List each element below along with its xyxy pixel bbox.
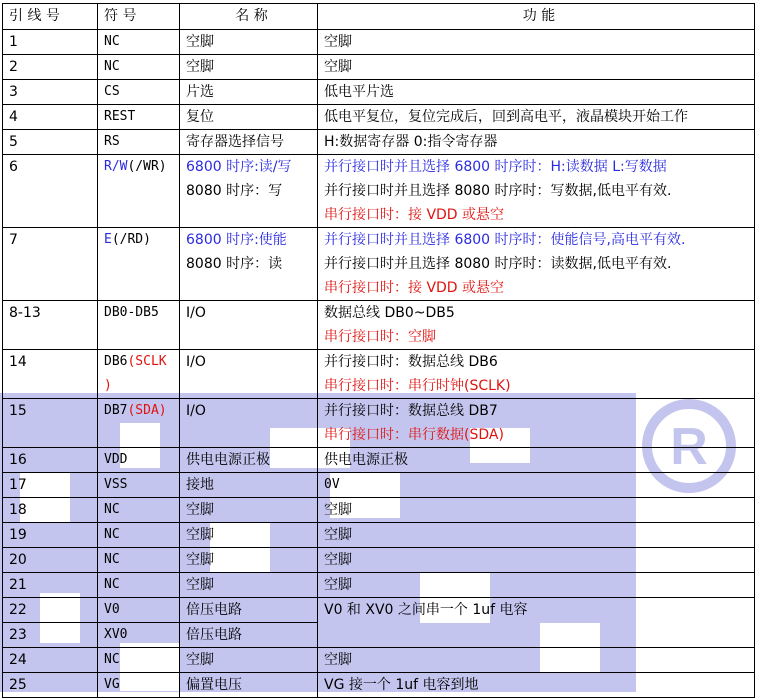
pin-function: 空脚 <box>318 55 755 80</box>
pin-function: 空脚 <box>318 648 755 673</box>
pin-number: 25 <box>3 673 98 698</box>
table-row <box>3 130 755 155</box>
svg-text:R: R <box>670 418 708 476</box>
header-pin: 引 线 号 <box>3 4 98 30</box>
pin-number: 14 <box>3 350 98 399</box>
pin-name: 倍压电路 <box>180 623 318 648</box>
pin-number: 15 <box>3 399 98 448</box>
pin-name: 片选 <box>180 80 318 105</box>
pin-function <box>318 399 755 448</box>
function-line: 并行接口时：数据总线 DB7 <box>324 403 498 419</box>
table-row <box>3 399 755 448</box>
table-row <box>3 473 755 498</box>
pin-name: I/O <box>180 399 318 448</box>
pin-number: 19 <box>3 523 98 548</box>
pin-function: 0V <box>318 473 755 498</box>
function-line: 并行接口时并且选择 6800 时序时：H:读数据 L:写数据 <box>324 159 667 175</box>
symbol-part: (/RD) <box>111 232 151 247</box>
function-line: 并行接口时并且选择 6800 时序时：使能信号,高电平有效. <box>324 232 686 248</box>
pin-name: 偏置电压 <box>180 673 318 698</box>
function-line: 串行接口时：串行数据(SDA) <box>324 427 504 443</box>
table-row <box>3 523 755 548</box>
pin-name <box>180 228 318 301</box>
pin-symbol: RS <box>98 130 180 155</box>
table-row <box>3 228 755 301</box>
pin-symbol <box>98 399 180 448</box>
pin-function: 空脚 <box>318 30 755 55</box>
table-row <box>3 350 755 399</box>
table-row <box>3 155 755 228</box>
pin-name: 倍压电路 <box>180 598 318 623</box>
header-symbol: 符 号 <box>98 4 180 30</box>
pin-symbol: NC <box>98 30 180 55</box>
symbol-part-red: (SCLK <box>127 354 167 369</box>
pin-name: 空脚 <box>180 648 318 673</box>
header-function: 功 能 <box>318 4 755 30</box>
pin-name: I/O <box>180 301 318 350</box>
pin-function: 供电电源正极 <box>318 448 755 473</box>
pin-number: 1 <box>3 30 98 55</box>
pin-symbol: NC <box>98 548 180 573</box>
pin-number: 21 <box>3 573 98 598</box>
pin-name <box>180 155 318 228</box>
pin-symbol: VG <box>98 673 180 698</box>
table-row <box>3 301 755 350</box>
pin-symbol: REST <box>98 105 180 130</box>
function-line: 并行接口时并且选择 8080 时序时：读数据,低电平有效. <box>324 256 672 272</box>
table-row <box>3 573 755 598</box>
table-header-row <box>3 4 755 30</box>
pin-number: 23 <box>3 623 98 648</box>
function-line: 串行接口时：串行时钟(SCLK) <box>324 378 511 394</box>
pin-function: 低电平片选 <box>318 80 755 105</box>
symbol-part: (/WR) <box>127 159 167 174</box>
pin-name: 空脚 <box>180 55 318 80</box>
pin-table <box>2 3 755 698</box>
pin-name: 空脚 <box>180 523 318 548</box>
pin-function: 空脚 <box>318 573 755 598</box>
pin-number: 18 <box>3 498 98 523</box>
pin-symbol: XV0 <box>98 623 180 648</box>
pin-name-line: 8080 时序：读 <box>186 256 283 272</box>
function-line: 串行接口时：接 VDD 或悬空 <box>324 207 505 223</box>
pin-number: 5 <box>3 130 98 155</box>
table-row <box>3 448 755 473</box>
symbol-part-red: ) <box>104 378 112 393</box>
symbol-part: DB6 <box>104 354 128 369</box>
pin-function: VG 接一个 1uf 电容到地 <box>318 673 755 698</box>
pin-name: 空脚 <box>180 498 318 523</box>
pin-function <box>318 228 755 301</box>
pin-symbol: NC <box>98 498 180 523</box>
pin-name: 接地 <box>180 473 318 498</box>
symbol-part: DB7 <box>104 403 128 418</box>
pin-name: 空脚 <box>180 30 318 55</box>
function-line: 并行接口时并且选择 8080 时序时：写数据,低电平有效. <box>324 183 672 199</box>
table-row <box>3 55 755 80</box>
table-row <box>3 548 755 573</box>
pin-number: 16 <box>3 448 98 473</box>
pin-symbol: NC <box>98 55 180 80</box>
pin-number: 3 <box>3 80 98 105</box>
pin-symbol: V0 <box>98 598 180 623</box>
pin-function: 低电平复位，复位完成后，回到高电平，液晶模块开始工作 <box>318 105 755 130</box>
pin-number: 7 <box>3 228 98 301</box>
pin-number: 17 <box>3 473 98 498</box>
symbol-part-red: (SDA) <box>127 403 167 418</box>
function-line: 并行接口时：数据总线 DB6 <box>324 354 498 370</box>
pin-number: 24 <box>3 648 98 673</box>
table-row <box>3 498 755 523</box>
pin-symbol <box>98 350 180 399</box>
function-line: 串行接口时：接 VDD 或悬空 <box>324 280 505 296</box>
pin-function: H:数据寄存器 0:指令寄存器 <box>318 130 755 155</box>
pin-function: 空脚 <box>318 548 755 573</box>
pin-symbol <box>98 155 180 228</box>
pin-symbol: NC <box>98 648 180 673</box>
table-row <box>3 598 755 623</box>
pin-function <box>318 155 755 228</box>
pin-symbol: NC <box>98 523 180 548</box>
pin-number: 22 <box>3 598 98 623</box>
pin-name: 供电电源正极 <box>180 448 318 473</box>
pin-number: 8-13 <box>3 301 98 350</box>
pin-symbol: VDD <box>98 448 180 473</box>
pin-name-line: 6800 时序:使能 <box>186 232 287 248</box>
table-row <box>3 673 755 698</box>
table-row <box>3 105 755 130</box>
table-row <box>3 648 755 673</box>
pin-name-line: 6800 时序:读/写 <box>186 159 292 175</box>
pin-name: 寄存器选择信号 <box>180 130 318 155</box>
pin-function: V0 和 XV0 之间串一个 1uf 电容 <box>318 598 755 648</box>
symbol-part-blue: E <box>104 232 112 247</box>
pin-name: 空脚 <box>180 573 318 598</box>
table-row <box>3 30 755 55</box>
symbol-part-blue: R/W <box>104 159 128 174</box>
header-name: 名 称 <box>180 4 318 30</box>
pin-number: 4 <box>3 105 98 130</box>
pin-number: 2 <box>3 55 98 80</box>
pin-number: 6 <box>3 155 98 228</box>
pin-number: 20 <box>3 548 98 573</box>
pin-symbol <box>98 228 180 301</box>
pin-function: 空脚 <box>318 498 755 523</box>
pin-symbol: VSS <box>98 473 180 498</box>
pin-name-line: 8080 时序：写 <box>186 183 283 199</box>
function-line: 数据总线 DB0~DB5 <box>324 305 455 321</box>
pin-name: 空脚 <box>180 548 318 573</box>
pin-symbol: DB0-DB5 <box>98 301 180 350</box>
pin-function: 空脚 <box>318 523 755 548</box>
pin-name: 复位 <box>180 105 318 130</box>
pin-name: I/O <box>180 350 318 399</box>
pin-symbol: NC <box>98 573 180 598</box>
function-line: 串行接口时：空脚 <box>324 329 436 345</box>
table-row <box>3 80 755 105</box>
pin-function <box>318 301 755 350</box>
pin-function <box>318 350 755 399</box>
pin-symbol: CS <box>98 80 180 105</box>
